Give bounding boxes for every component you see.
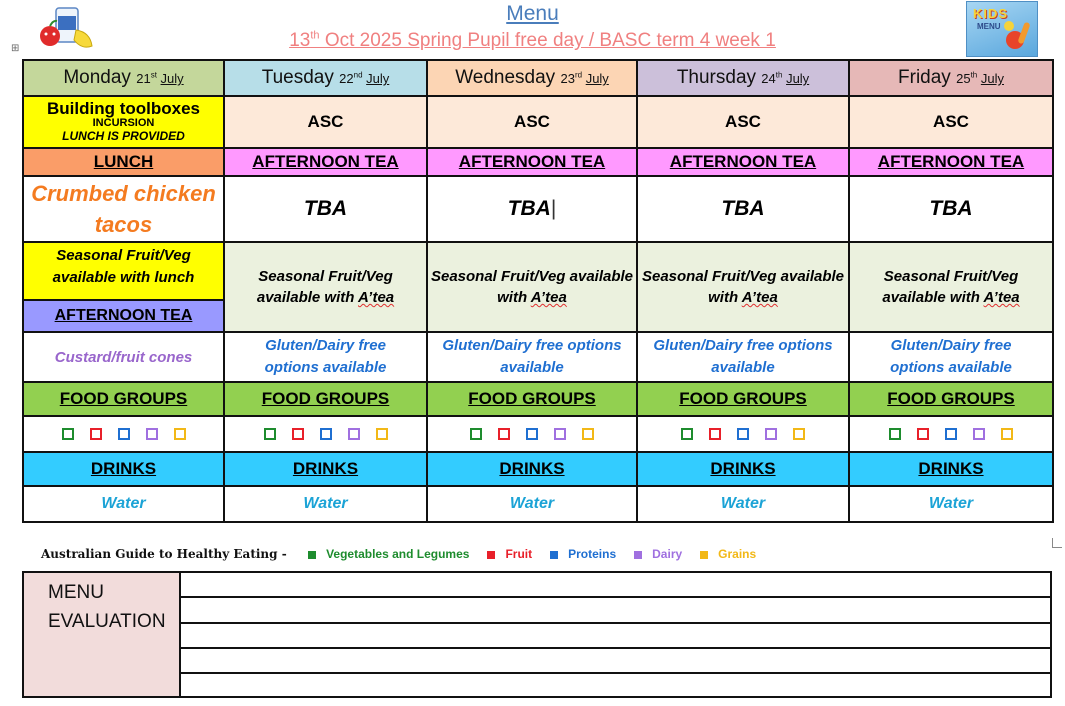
food-group-checkbox[interactable] (292, 428, 304, 440)
food-group-checkbox[interactable] (681, 428, 693, 440)
monday-fruit-tea-cell (23, 242, 224, 332)
fruitveg-cell: Seasonal Fruit/Veg available with A’tea (427, 242, 637, 332)
drinks-label: DRINKS (637, 452, 849, 486)
legend-label: Proteins (568, 547, 617, 561)
food-group-checkbox[interactable] (348, 428, 360, 440)
gluten-dairy-cell: Gluten/Dairy free options available (224, 332, 427, 382)
day-header-tuesday: Tuesday 22nd July (224, 60, 427, 96)
legend-swatch (634, 551, 642, 559)
drinks-label: DRINKS (849, 452, 1053, 486)
afternoon-food-row (23, 332, 1053, 382)
water-cell: Water (23, 486, 224, 522)
activity-row (23, 96, 1053, 148)
food-group-checkbox[interactable] (709, 428, 721, 440)
food-group-checkbox[interactable] (264, 428, 276, 440)
tba-cell: TBA (849, 176, 1053, 242)
day-header-thursday: Thursday 24th July (637, 60, 849, 96)
menu-evaluation (22, 571, 1052, 698)
food-group-checkbox[interactable] (582, 428, 594, 440)
menu-evaluation-label: MENU EVALUATION (24, 573, 181, 696)
meal-row (23, 176, 1053, 242)
legend-swatch (550, 551, 558, 559)
monday-fruitveg: Seasonal Fruit/Veg available with lunch (24, 243, 223, 301)
food-group-checkbox[interactable] (973, 428, 985, 440)
legend-label: Vegetables and Legumes (326, 547, 470, 561)
afternoon-tea-label: AFTERNOON TEA (849, 148, 1053, 176)
food-cartoon-icon (1001, 18, 1033, 52)
food-group-checkboxes (224, 416, 427, 452)
food-groups-legend (41, 547, 756, 561)
asc-cell: ASC (224, 96, 427, 148)
afternoon-tea-label: AFTERNOON TEA (427, 148, 637, 176)
page-title: Menu (506, 2, 559, 25)
food-logo-icon (36, 6, 96, 52)
tba-cell: TBA (637, 176, 849, 242)
drinks-label: DRINKS (427, 452, 637, 486)
monday-lunch-food: Crumbed chicken tacos (23, 176, 224, 242)
legend-swatch (700, 551, 708, 559)
food-group-checkbox[interactable] (554, 428, 566, 440)
water-cell: Water (224, 486, 427, 522)
drinks-row (23, 486, 1053, 522)
day-header-monday: Monday 21st July (23, 60, 224, 96)
food-group-checkbox[interactable] (765, 428, 777, 440)
food-groups-label: FOOD GROUPS (427, 382, 637, 416)
food-group-checkbox[interactable] (90, 428, 102, 440)
legend-label: Fruit (505, 547, 533, 561)
food-group-checkbox[interactable] (793, 428, 805, 440)
meal-label-row (23, 148, 1053, 176)
water-cell: Water (849, 486, 1053, 522)
legend-label: Grains (718, 547, 757, 561)
gluten-dairy-cell: Gluten/Dairy free options available (637, 332, 849, 382)
asc-cell: ASC (849, 96, 1053, 148)
food-group-checkbox[interactable] (945, 428, 957, 440)
day-header-wednesday: Wednesday 23rd July (427, 60, 637, 96)
legend-swatch (308, 551, 316, 559)
food-group-checkbox[interactable] (62, 428, 74, 440)
monday-afternoon-tea-food: Custard/fruit cones (23, 332, 224, 382)
legend-lead: Australian Guide to Healthy Eating - (41, 547, 287, 561)
drinks-label: DRINKS (224, 452, 427, 486)
monday-activity: Building toolboxes INCURSION LUNCH IS PROVIDED (23, 96, 224, 148)
food-group-checkboxes (637, 416, 849, 452)
food-group-checkbox[interactable] (498, 428, 510, 440)
food-groups-label: FOOD GROUPS (224, 382, 427, 416)
fruitveg-cell: Seasonal Fruit/Veg available with A’tea (637, 242, 849, 332)
asc-cell: ASC (637, 96, 849, 148)
food-groups-label-row (23, 382, 1053, 416)
food-group-checkbox[interactable] (174, 428, 186, 440)
page-subtitle: 13th Oct 2025 Spring Pupil free day / BASC term 4 week 1 (289, 30, 776, 52)
afternoon-tea-label: AFTERNOON TEA (637, 148, 849, 176)
afternoon-tea-label: AFTERNOON TEA (24, 301, 223, 331)
afternoon-tea-label: AFTERNOON TEA (224, 148, 427, 176)
food-group-checkbox[interactable] (470, 428, 482, 440)
gluten-dairy-cell: Gluten/Dairy free options available (849, 332, 1053, 382)
evaluation-line (181, 596, 1050, 598)
food-group-checkbox[interactable] (737, 428, 749, 440)
food-group-checkbox[interactable] (146, 428, 158, 440)
food-group-checkbox[interactable] (917, 428, 929, 440)
kids-menu-logo: KIDS MENU (966, 1, 1038, 57)
legend-label: Dairy (652, 547, 683, 561)
tba-cell: TBA (224, 176, 427, 242)
food-groups-label: FOOD GROUPS (637, 382, 849, 416)
food-group-checkboxes (427, 416, 637, 452)
food-groups-label: FOOD GROUPS (849, 382, 1053, 416)
food-group-checkbox[interactable] (1001, 428, 1013, 440)
day-header-friday: Friday 25th July (849, 60, 1053, 96)
drinks-label: DRINKS (23, 452, 224, 486)
gluten-dairy-cell: Gluten/Dairy free options available (427, 332, 637, 382)
food-groups-checkbox-row (23, 416, 1053, 452)
fruitveg-cell: Seasonal Fruit/Veg available with A’tea (849, 242, 1053, 332)
lunch-label: LUNCH (23, 148, 224, 176)
food-group-checkbox[interactable] (376, 428, 388, 440)
water-cell: Water (427, 486, 637, 522)
evaluation-line (181, 647, 1050, 649)
food-group-checkboxes (849, 416, 1053, 452)
asc-cell: ASC (427, 96, 637, 148)
food-group-checkbox[interactable] (526, 428, 538, 440)
food-group-checkbox[interactable] (118, 428, 130, 440)
evaluation-line (181, 622, 1050, 624)
weekly-menu-table (22, 59, 1054, 523)
food-group-checkboxes (23, 416, 224, 452)
legend-swatch (487, 551, 495, 559)
anchor-icon: ⊞ (11, 43, 20, 54)
evaluation-line (181, 672, 1050, 674)
food-group-checkbox[interactable] (320, 428, 332, 440)
food-group-checkbox[interactable] (889, 428, 901, 440)
corner-mark-icon (1052, 538, 1062, 548)
water-cell: Water (637, 486, 849, 522)
tba-cell: TBA| (427, 176, 637, 242)
drinks-label-row (23, 452, 1053, 486)
fruitveg-cell: Seasonal Fruit/Veg available with A’tea (224, 242, 427, 332)
food-groups-label: FOOD GROUPS (23, 382, 224, 416)
fruit-veg-row (23, 242, 1053, 332)
days-row (23, 60, 1053, 96)
